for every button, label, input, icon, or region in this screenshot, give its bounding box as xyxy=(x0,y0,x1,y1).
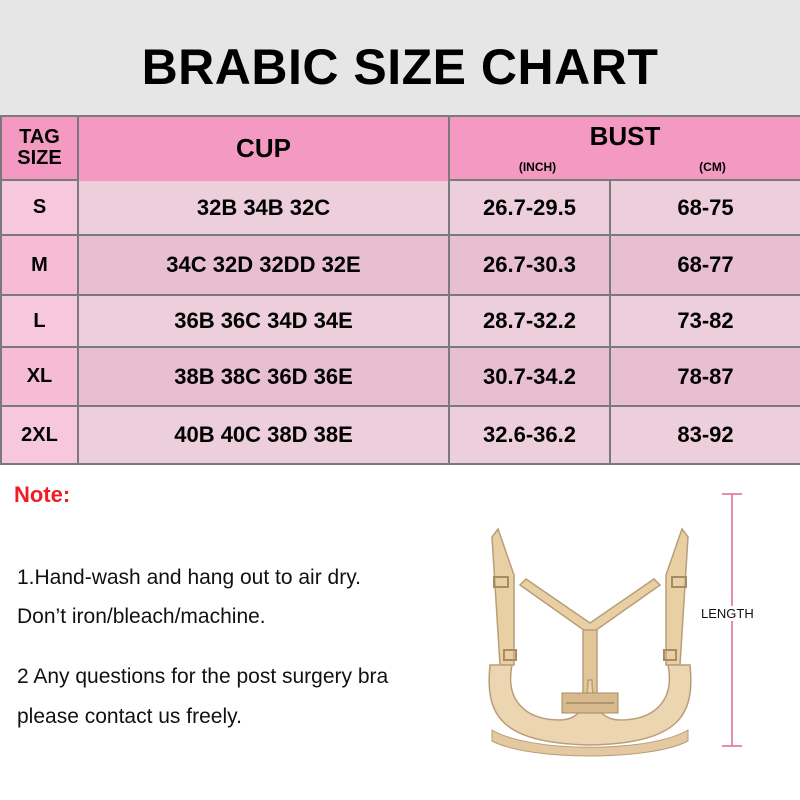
row-cm-cell: 78-87 xyxy=(611,348,800,405)
row-size-cell: L xyxy=(2,296,77,346)
row-size-cell: 2XL xyxy=(2,407,77,463)
row-inch-cell: 26.7-29.5 xyxy=(450,181,609,234)
row-cm-cell: 68-75 xyxy=(611,181,800,234)
header-size-label: SIZE xyxy=(17,147,62,169)
row-inch-cell: 30.7-34.2 xyxy=(450,348,609,405)
length-label: LENGTH xyxy=(701,606,754,621)
bust-units xyxy=(450,160,800,174)
row-size-cell: XL xyxy=(2,348,77,405)
row-size-cell: M xyxy=(2,236,77,294)
note-line-1: 1.Hand-wash and hang out to air dry. xyxy=(17,566,361,589)
row-cup-cell: 32B 34B 32C xyxy=(79,181,448,234)
note-line-3: 2 Any questions for the post surgery bra xyxy=(17,665,389,688)
row-cup-cell: 38B 38C 36D 36E xyxy=(79,348,448,405)
unit-inch: (INCH) xyxy=(518,160,557,174)
row-inch-cell: 28.7-32.2 xyxy=(450,296,609,346)
header-tag-size xyxy=(2,117,77,179)
row-cup-cell: 34C 32D 32DD 32E xyxy=(79,236,448,294)
unit-cm: (CM) xyxy=(699,160,726,174)
chart-title: BRABIC SIZE CHART xyxy=(141,38,659,95)
header-tag-label: TAG xyxy=(19,126,60,148)
note-line-2: Don’t iron/bleach/machine. xyxy=(17,605,266,628)
row-cm-cell: 83-92 xyxy=(611,407,800,463)
header-bust-label: BUST xyxy=(589,121,661,151)
row-inch-cell: 32.6-36.2 xyxy=(450,407,609,463)
header-cup-label: CUP xyxy=(236,132,291,163)
title-band xyxy=(0,0,800,115)
header-cup xyxy=(79,117,448,189)
bra-illustration xyxy=(470,515,710,760)
product-image xyxy=(470,515,710,760)
size-chart-table xyxy=(0,115,800,465)
note-line-4: please contact us freely. xyxy=(17,705,242,728)
row-cup-cell: 40B 40C 38D 38E xyxy=(79,407,448,463)
header-bust xyxy=(450,117,800,179)
row-cm-cell: 68-77 xyxy=(611,236,800,294)
row-cup-cell: 36B 36C 34D 34E xyxy=(79,296,448,346)
note-label: Note: xyxy=(14,482,71,507)
row-size-cell: S xyxy=(2,181,77,234)
row-inch-cell: 26.7-30.3 xyxy=(450,236,609,294)
row-cm-cell: 73-82 xyxy=(611,296,800,346)
